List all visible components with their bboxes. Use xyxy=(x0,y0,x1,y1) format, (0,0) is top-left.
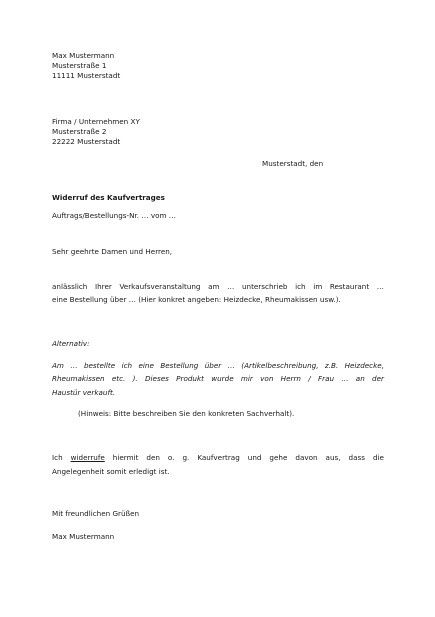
paragraph-2-prefix: Ich xyxy=(52,453,71,462)
paragraph-1-line-2: eine Bestellung über … (Hier konkret angeben: Heizdecke, Rheumakissen usw.). xyxy=(52,295,341,304)
place-date: Musterstadt, den xyxy=(262,159,324,168)
alternative-line-1: Am … bestellte ich eine Bestellung über … (Artikelbeschreibung, z.B. Heizdecke, xyxy=(52,361,384,370)
salutation: Sehr geehrte Damen und Herren, xyxy=(52,247,173,256)
sender-name: Max Mustermann xyxy=(52,51,115,60)
signature-name: Max Mustermann xyxy=(52,532,115,541)
paragraph-2-line-2: Angelegenheit somit erledigt ist. xyxy=(52,467,170,476)
recipient-street: Musterstraße 2 xyxy=(52,127,107,136)
alternative-line-3: Haustür verkauft. xyxy=(52,388,116,397)
alternative-line-2: Rheumakissen etc. ). Dieses Produkt wurde mir von Herrn / Frau … an der xyxy=(52,374,384,383)
recipient-company: Firma / Unternehmen XY xyxy=(52,117,140,126)
paragraph-2-suffix: hiermit den o. g. Kaufvertrag und gehe davon aus, dass die xyxy=(104,453,384,462)
subject-line: Widerruf des Kaufvertrages xyxy=(52,193,165,202)
paragraph-2-line-1 xyxy=(52,453,384,462)
recipient-city: 22222 Musterstadt xyxy=(52,137,121,146)
sender-street: Musterstraße 1 xyxy=(52,61,107,70)
order-reference: Auftrags/Bestellungs-Nr. … vom … xyxy=(52,211,176,220)
alternative-label: Alternativ: xyxy=(52,339,90,348)
paragraph-1-line-1: anlässlich Ihrer Verkaufsveranstaltung am … unterschrieb ich im Restaurant … xyxy=(52,282,384,291)
closing-greeting: Mit freundlichen Grüßen xyxy=(52,509,140,518)
hint-text: (Hinweis: Bitte beschreiben Sie den konkreten Sachverhalt). xyxy=(78,409,295,418)
paragraph-2-underlined-word: widerrufe xyxy=(70,453,105,462)
sender-city: 11111 Musterstadt xyxy=(52,71,121,80)
